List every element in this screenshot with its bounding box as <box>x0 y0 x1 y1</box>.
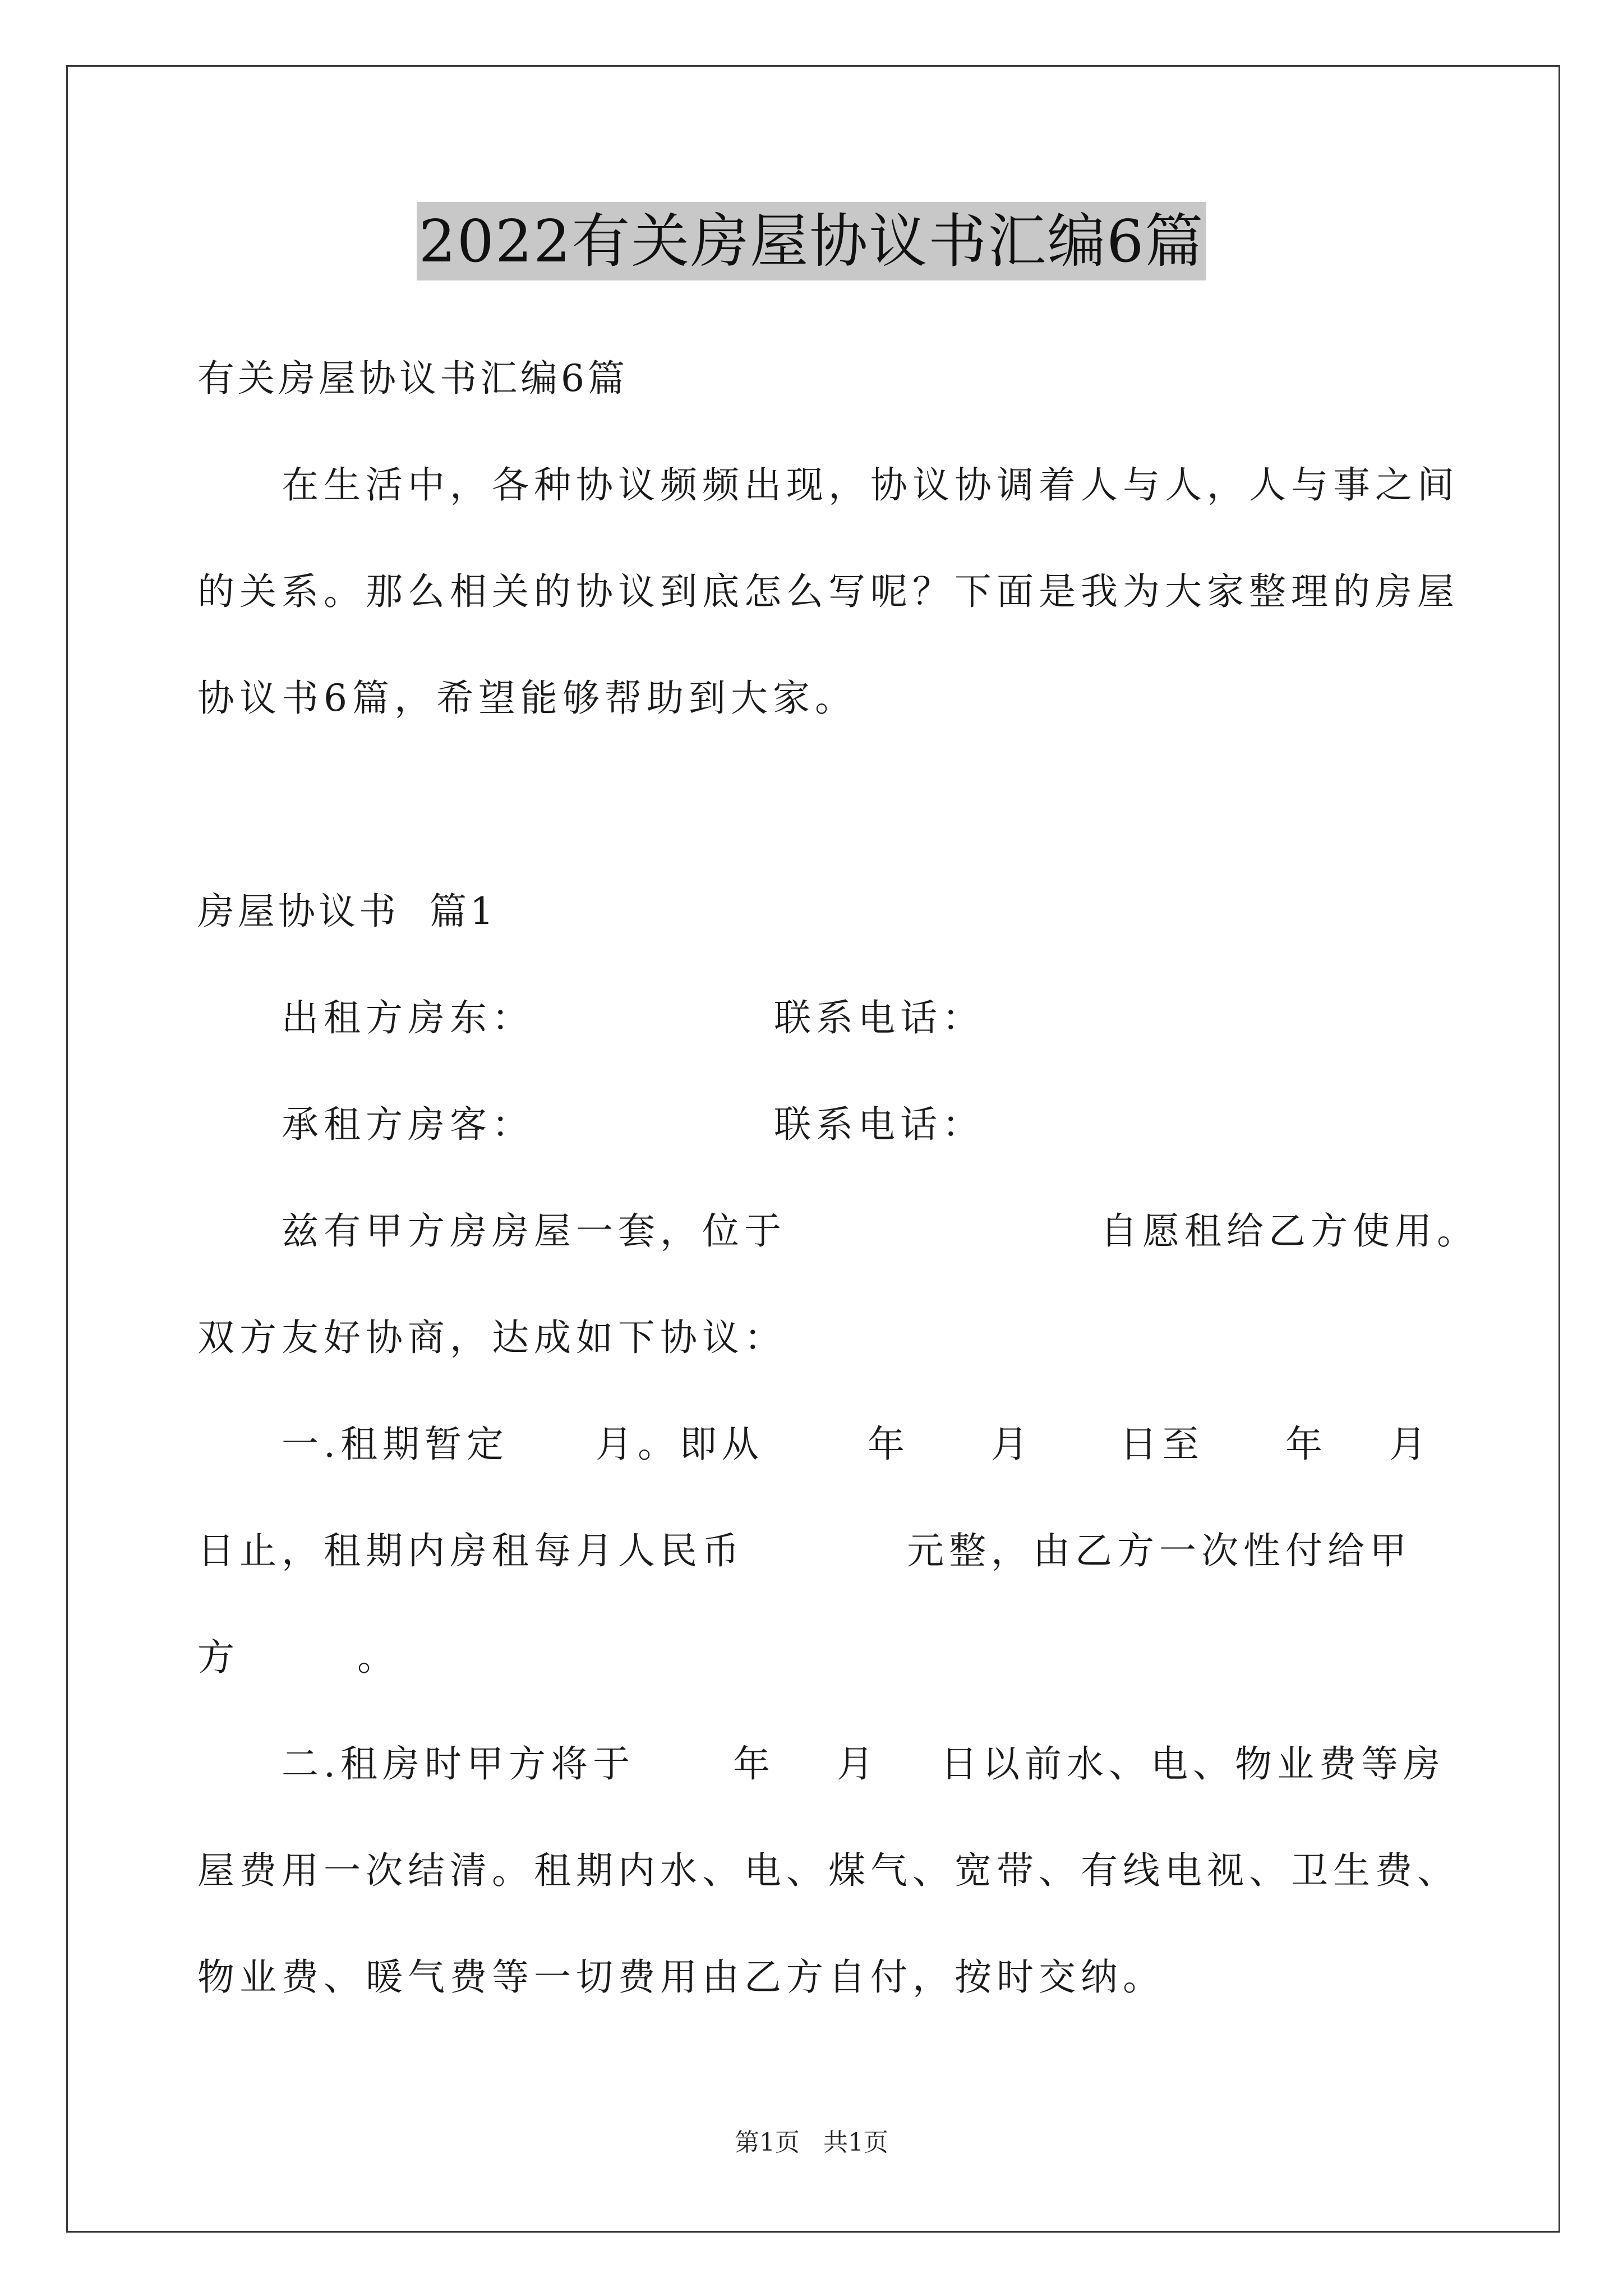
clause1-year-1: 年 <box>868 1423 910 1466</box>
intro-line-2: 的关系。那么相关的协议到底怎么写呢？下面是我为大家整理的房屋 <box>197 570 1459 613</box>
clause1-from: 月。即从 <box>596 1423 764 1466</box>
clause1-period: 。 <box>357 1636 399 1679</box>
clause2-line-2: 屋费用一次结清。租期内水、电、煤气、宽带、有线电视、卫生费、 <box>197 1849 1459 1892</box>
clause2-line-3: 物业费、暖气费等一切费用由乙方自付，按时交纳。 <box>197 1955 1165 1999</box>
clause1-month-2: 月 <box>1389 1423 1431 1466</box>
document-title: 2022有关房屋协议书汇编6篇 <box>417 202 1207 280</box>
clause2-year: 年 <box>733 1742 775 1786</box>
agreement-line: 双方友好协商，达成如下协议： <box>197 1316 786 1359</box>
section-heading: 房屋协议书 篇1 <box>197 890 497 933</box>
clause1-term: 一.租期暂定 <box>282 1423 509 1466</box>
house-line-end: 自愿租给乙方使用。 <box>1100 1209 1479 1253</box>
clause1-payment: 元整，由乙方一次性付给甲 <box>907 1529 1412 1572</box>
clause1-day-to: 日至 <box>1120 1423 1204 1466</box>
tenant-label: 承租方房客： <box>282 1103 534 1146</box>
clause2-day: 日以前水、电、物业费等房 <box>940 1742 1445 1786</box>
landlord-phone-label: 联系电话： <box>774 996 984 1039</box>
house-line-start: 兹有甲方房房屋一套，位于 <box>282 1209 786 1253</box>
document-subtitle: 有关房屋协议书汇编6篇 <box>197 357 628 400</box>
tenant-phone-label: 联系电话： <box>774 1103 984 1146</box>
page-footer: 第1页 共1页 <box>735 2128 888 2157</box>
clause1-month-1: 月 <box>991 1423 1033 1466</box>
intro-line-3: 协议书6篇，希望能够帮助到大家。 <box>197 677 857 720</box>
landlord-label: 出租方房东： <box>282 996 534 1039</box>
title-container <box>0 202 1623 280</box>
clause1-party: 方 <box>197 1636 239 1679</box>
clause1-rent: 日止，租期内房租每月人民币 <box>197 1529 744 1572</box>
intro-line-1: 在生活中，各种协议频频出现，协议协调着人与人，人与事之间 <box>282 463 1459 507</box>
clause2-start: 二.租房时甲方将于 <box>282 1742 635 1786</box>
clause2-month: 月 <box>837 1742 879 1786</box>
clause1-year-2: 年 <box>1285 1423 1327 1466</box>
